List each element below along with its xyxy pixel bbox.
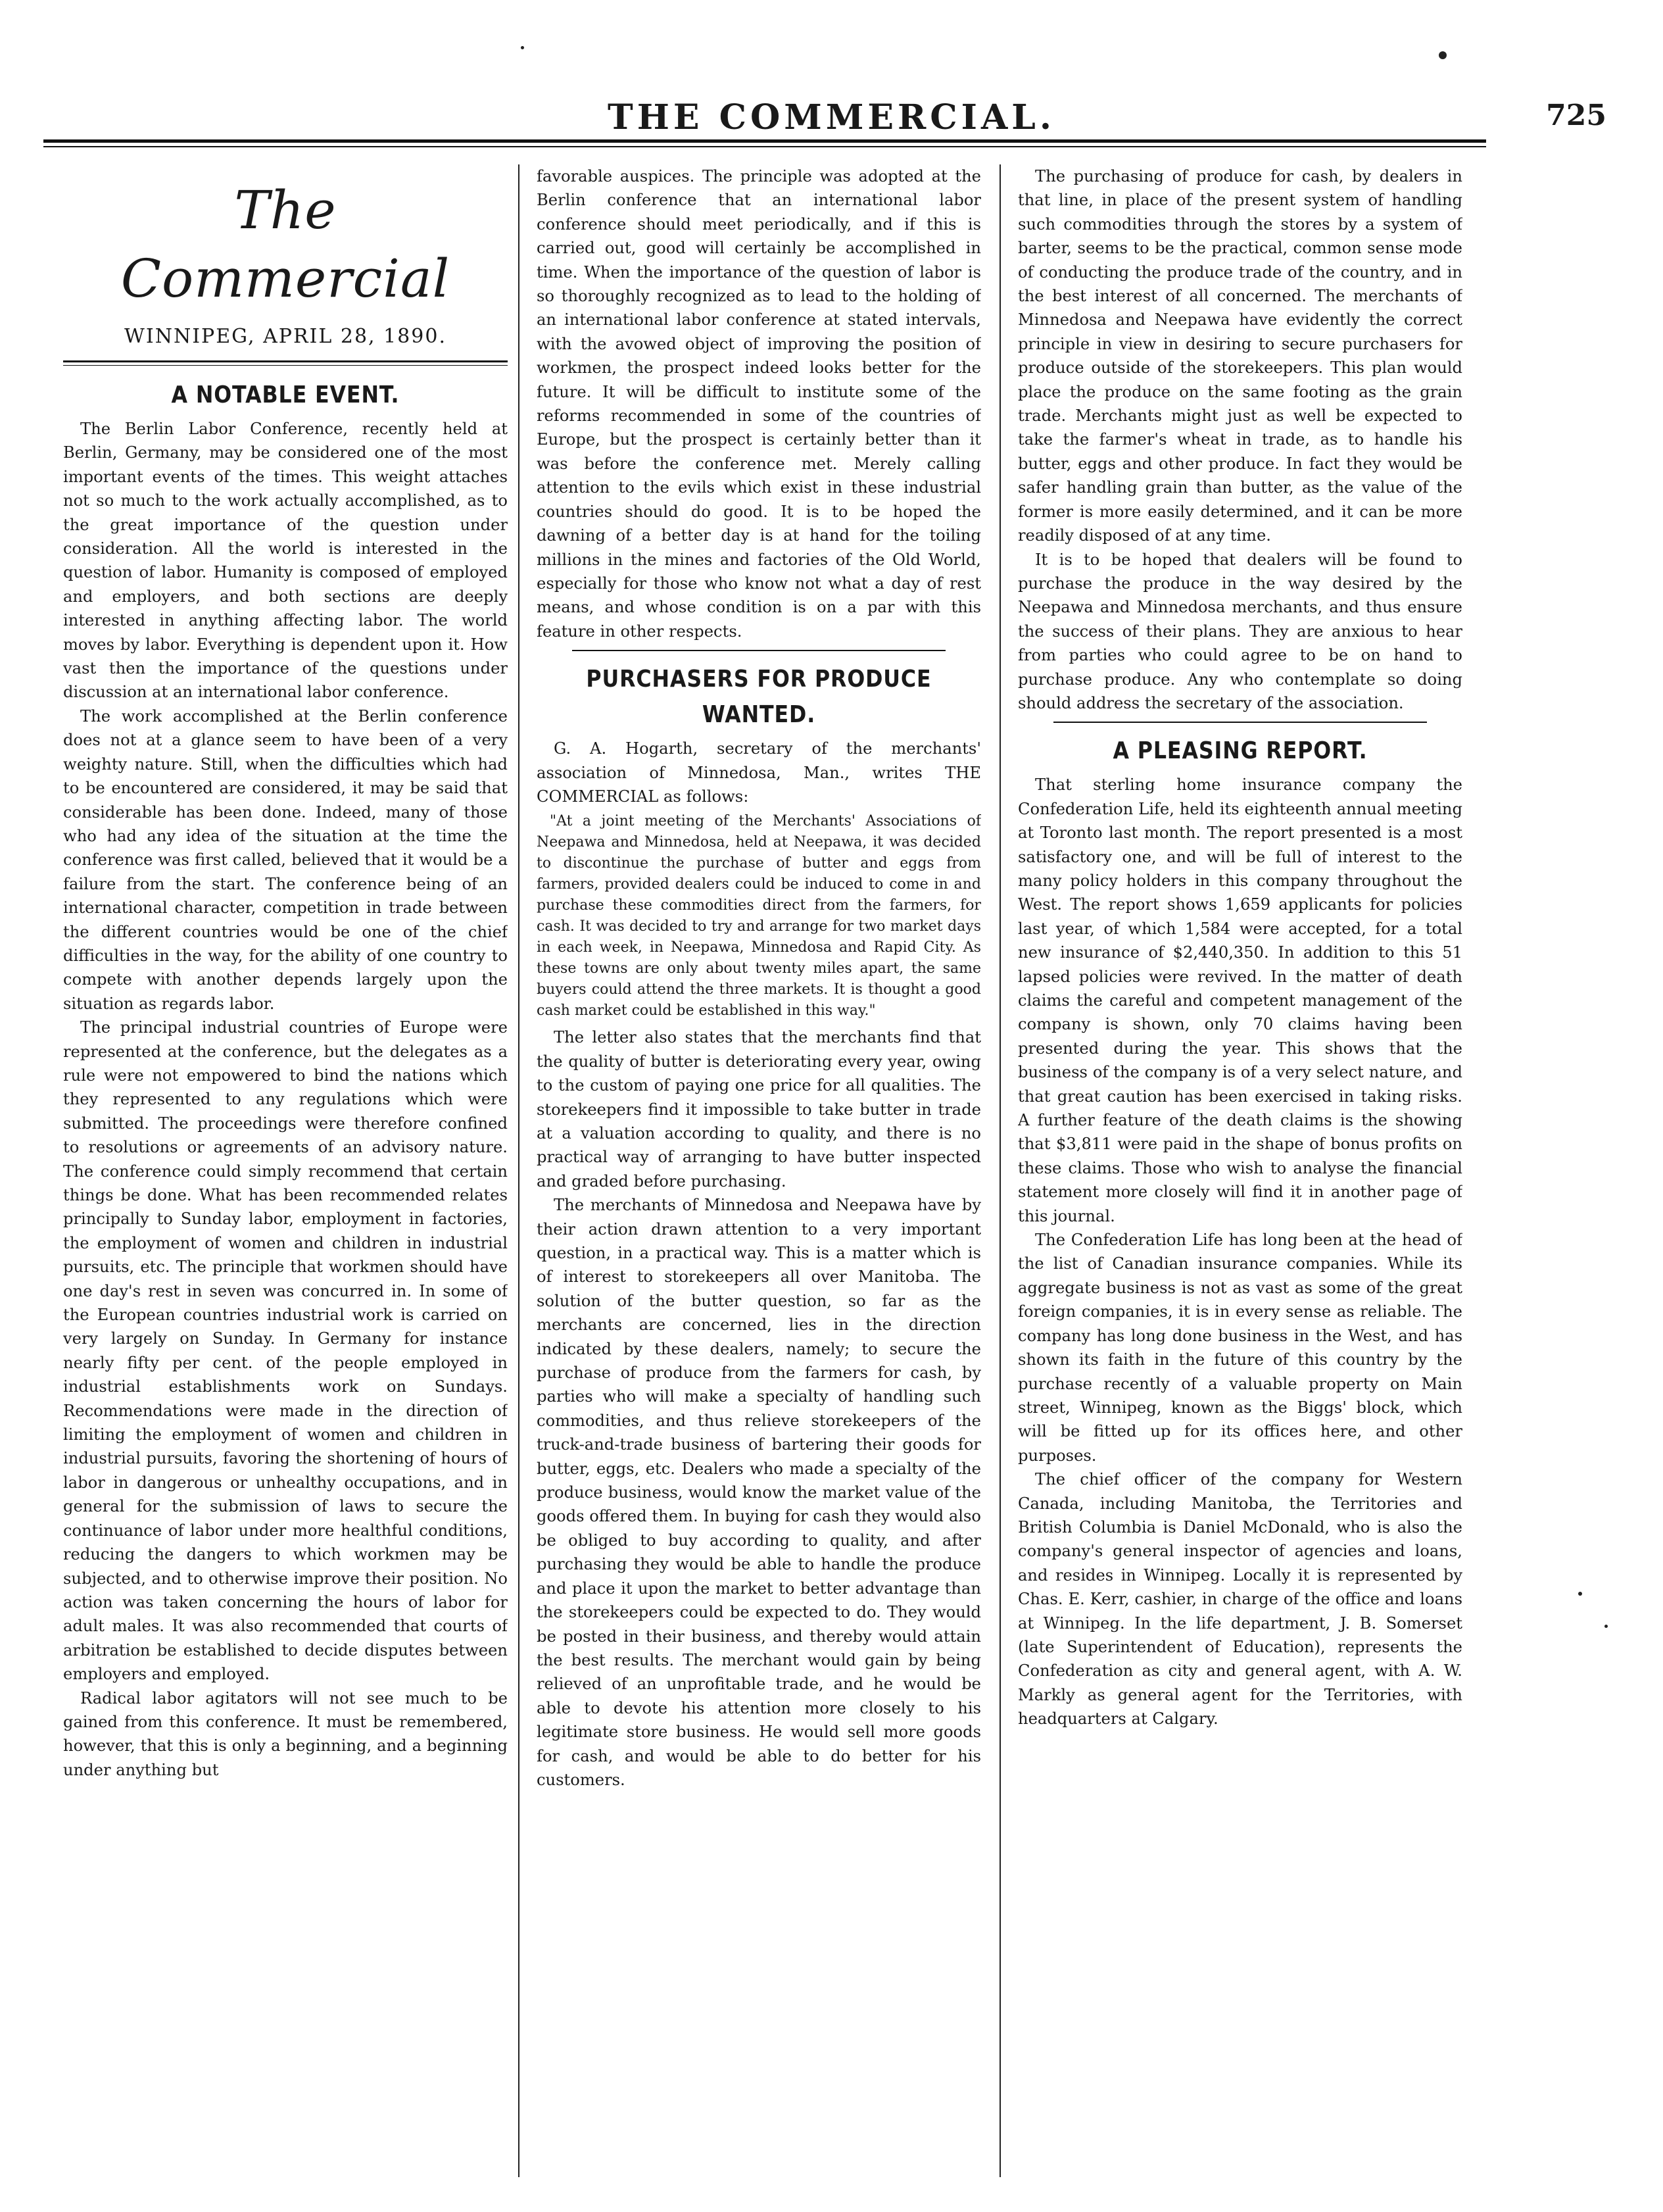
column-3 bbox=[1018, 164, 1462, 2177]
article-headline: A PLEASING REPORT. bbox=[1113, 737, 1368, 765]
article-paragraph: favorable auspices. The principle was adopted at the Berlin conference that an international labor conference should meet periodically, and if this is carried out, good will certainly be accomplished in time. When the importance of the question of labor is so thoroughly recognized as to lead to the holding of an international labor conference at stated intervals, with the avowed object of improving the position of workmen, the prospect indeed looks better for the future. It will be difficult to institute some of the reforms recommended in some of the countries of Europe, but the prospect is certainly better than it was before the conference met. Merely calling attention to the evils which exist in these industrial countries should do good. It is to be hoped the dawning of a better day is at hand for the toiling millions in the mines and factories of the Old World, especially for those who know not what a day of rest means, and whose condition is on a par with this feature in other respects. bbox=[537, 167, 981, 641]
article-separator bbox=[572, 650, 946, 651]
scan-speck bbox=[1604, 1625, 1608, 1628]
article-paragraph: Radical labor agitators will not see much to be gained from this conference. It must be remembered, however, that this is only a beginning, and a beginning under anything but bbox=[63, 1688, 508, 1779]
article-paragraph: That sterling home insurance company the Confederation Life, held its eighteenth annual meeting at Toronto last month. The report presented is a most satisfactory one, and will be full of interest to the many policy holders in this company throughout the West. The report shows 1,659 applicants for policies last year, of which 1,584 were accepted, for a total new insurance of $2,440,350. In addition to this 51 lapsed policies were revived. In the matter of death claims the careful and competent management of the company is shown, only 70 claims having been presented during the year. This shows that the business of the company is of a very select nature, and that great caution has been exercised in taking risks. A further feature of the death claims is the showing that $3,811 were paid in the shape of bonus profits on these claims. Those who wish to analyse the financial statement more closely will find it in another page of this journal. bbox=[1018, 775, 1462, 1225]
masthead-rule bbox=[63, 360, 508, 366]
running-head-title: THE COMMERCIAL. bbox=[608, 97, 1055, 137]
article-paragraph: G. A. Hogarth, secretary of the merchants' association of Minnedosa, Man., writes THE COMMERCIAL as follows: bbox=[537, 739, 981, 806]
header-rule-thin bbox=[43, 146, 1486, 147]
page-number: 725 bbox=[1546, 99, 1606, 132]
scan-speck bbox=[1578, 1592, 1582, 1596]
article-paragraph: The merchants of Minnedosa and Neepawa have by their action drawn attention to a very important question, in a practical way. This is a matter which is of interest to storekeepers all over Manitoba. The solution of the butter question, so far as the merchants are concerned, lies in the direction indicated by these dealers, namely; to secure the purchase of produce from the farmers for cash, by parties who will make a specialty of handling such commodities, and thus relieve storekeepers of the truck-and-trade business of bartering their goods for butter, eggs, etc. Dealers who made a specialty of the produce business, would know the market value of the goods offered them. In buying for cash they would also be obliged to buy according to quality, and after purchasing they would be able to handle the produce and place it upon the market to better advantage than the storekeepers could be expected to do. They would be posted in their business, and thereby would attain the best results. The merchant would gain by being relieved of an unprofitable trade, and he would be able to devote his attention more closely to his legitimate store business. He would sell more goods for cash, and would be able to do better for his customers. bbox=[537, 1196, 981, 1789]
article-paragraph: The work accomplished at the Berlin conference does not at a glance seem to have been of a very weighty nature. Still, when the difficulties which had to be encountered are considered, it may be said that considerable has been done. Indeed, many of those who had any idea of the situation at the time the conference was first called, believed that it would be a failure from the start. The conference being of an international character, competition in trade between the different countries would be one of the chief difficulties in the way, for the ability of one country to compete with another depends largely upon the situation as regards labor. bbox=[63, 706, 508, 1013]
article-paragraph: The principal industrial countries of Europe were represented at the conference, but the delegates as a rule were not empowered to bind the nations which they represented to any regulations which were submitted. The proceedings were therefore confined to resolutions or agreements of an advisory nature. The conference could simply recommend that certain things be done. What has been recommended relates principally to Sunday labor, employment in factories, the employment of women and children in industrial pursuits, etc. The principle that workmen should have one day's rest in seven was concurred in. In some of the European countries industrial work is carried on very largely on Sunday. In Germany for instance nearly fifty per cent. of the people employed in industrial establishments work on Sundays. Recommendations were made in the direction of limiting the employment of women and children in industrial pursuits, favoring the shortening of hours of labor in dangerous or unhealthy occupations, and in general for the submission of laws to secure the continuance of labor under more healthful conditions, reducing the dangers to which workmen may be subjected, and to otherwise improve their position. No action was taken concerning the hours of labor for adult males. It was also recommended that courts of arbitration be established to decide disputes between employers and employed. bbox=[63, 1018, 508, 1684]
article-paragraph: The letter also states that the merchants find that the quality of butter is deteriorating every year, owing to the custom of paying one price for all qualities. The storekeepers find it impossible to take butter in trade at a valuation according to quality, and there is no practical way of arranging to have butter inspected and graded before purchasing. bbox=[537, 1028, 981, 1191]
scan-speck bbox=[1439, 51, 1447, 59]
article-headline: PURCHASERS FOR PRODUCE WANTED. bbox=[586, 666, 932, 729]
quoted-letter: "At a joint meeting of the Merchants' Associations of Neepawa and Minnedosa, held at Neepawa, it was decided to discontinue the purchase of butter and eggs from farmers, provided dealers could be induced to come in and purchase these commodities direct from the farmers, for cash. It was decided to try and arrange for two market days in each week, in Neepawa, Minnedosa and Rapid City. As these towns are only about twenty miles apart, the same buyers could attend the three markets. It is thought a good cash market could be established in this way." bbox=[537, 813, 981, 1020]
article-paragraph: It is to be hoped that dealers will be found to purchase the produce in the way desired by the Neepawa and Minnedosa merchants, and thus ensure the success of their plans. They are anxious to hear from parties who could agree to be on hand to purchase produce. Any who contemplate so doing should address the secretary of the association. bbox=[1018, 550, 1462, 712]
article-paragraph: The chief officer of the company for Western Canada, including Manitoba, the Territories and British Columbia is Daniel McDonald, who is also the company's general inspector of agencies and loans, and resides in Winnipeg. Locally it is represented by Chas. E. Kerr, cashier, in charge of the office and loans at Winnipeg. In the life department, J. B. Somerset (late Superintendent of Education), represents the Confederation as city and general agent, with A. W. Markly as general agent for the Territories, with headquarters at Calgary. bbox=[1018, 1470, 1462, 1729]
column-divider bbox=[1000, 164, 1001, 2177]
column-2 bbox=[537, 164, 981, 2177]
article-paragraph: The purchasing of produce for cash, by dealers in that line, in place of the present system of handling such commodities through the stores by a system of barter, seems to be the practical, common sense mode of conducting the produce trade of the country, and in the best interest of all concerned. The merchants of Minnedosa and Neepawa have evidently the correct principle in view in desiring to secure purchasers for produce outside of the storekeepers. This plan would place the produce on the same footing as the grain trade. Merchants might just as well be expected to take the farmer's wheat in trade, as to handle his butter, eggs and other produce. In fact they would be safer handling grain than butter, as the value of the former is more easily determined, and it can be more readily disposed of at any time. bbox=[1018, 167, 1462, 545]
header-rule bbox=[43, 139, 1486, 143]
scan-speck bbox=[521, 46, 524, 49]
article-paragraph: The Confederation Life has long been at the head of the list of Canadian insurance companies. While its aggregate business is not as vast as some of the great foreign companies, it is in every sense as reliable. The company has long done business in the West, and has shown its faith in the future of this country by the purchase recently of a valuable property on Main street, Winnipeg, known as the Biggs' block, which will be fitted up for its offices here, and other purposes. bbox=[1018, 1231, 1462, 1465]
running-head bbox=[0, 97, 1663, 143]
column-divider bbox=[518, 164, 519, 2177]
article-paragraph: The Berlin Labor Conference, recently held at Berlin, Germany, may be considered one of the most important events of the times. This weight attaches not so much to the work actually accomplished, as to the great importance of the question under consideration. All the world is interested in the question of labor. Humanity is composed of employed and employers, and both sections are deeply interested in anything affecting labor. The world moves by labor. Everything is dependent upon it. How vast then the importance of the questions under discussion at an international labor conference. bbox=[63, 420, 508, 702]
masthead-title: The Commercial bbox=[120, 180, 450, 309]
column-1 bbox=[63, 164, 508, 2177]
article-separator bbox=[1053, 722, 1427, 723]
dateline: WINNIPEG, APRIL 28, 1890. bbox=[124, 325, 446, 348]
article-headline: A NOTABLE EVENT. bbox=[171, 381, 400, 408]
